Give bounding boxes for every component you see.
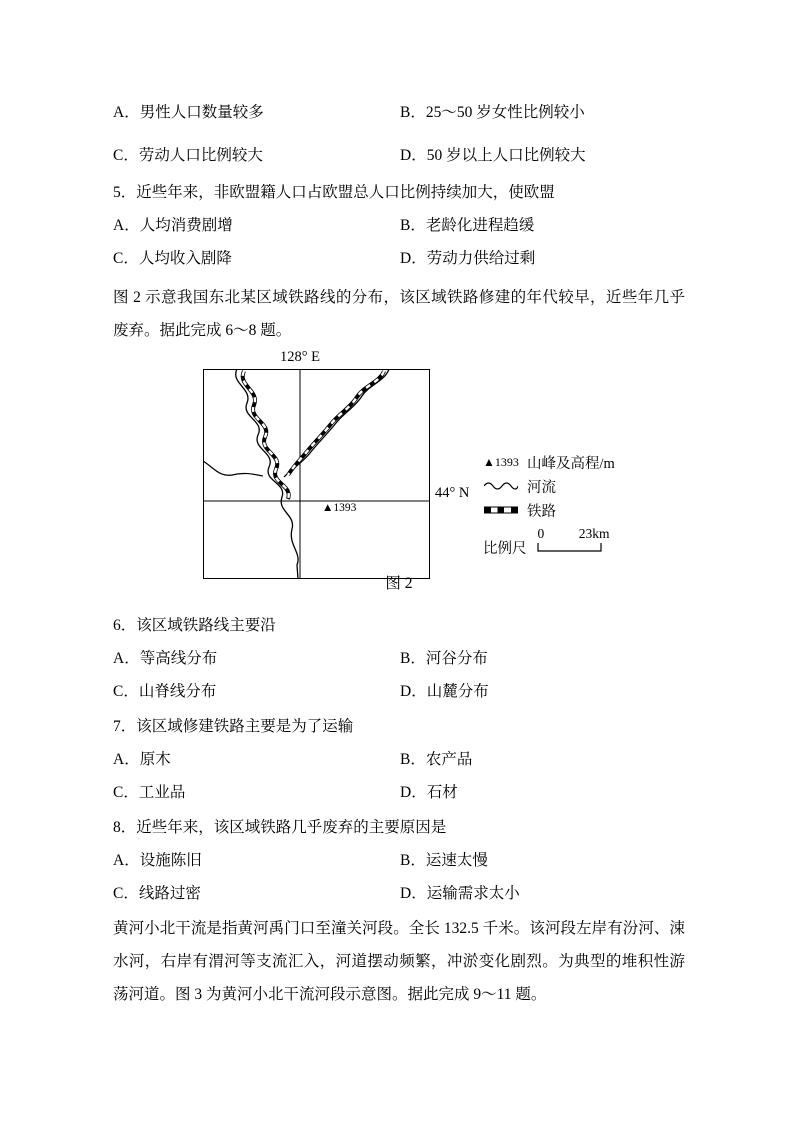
prev-question-options-ab: [113, 96, 685, 129]
option-b: B．河谷分布: [400, 650, 488, 667]
option-c: C．工业品: [113, 784, 186, 801]
option-b: B．农产品: [400, 751, 473, 768]
figure-2: [113, 349, 685, 601]
railway-icon: [483, 506, 519, 514]
legend-peak: [483, 450, 615, 474]
legend-river: [483, 474, 615, 498]
meridian-label: 128° E: [279, 349, 321, 365]
option-b: B．25～50 岁女性比例较小: [400, 104, 585, 121]
figure3-intro-paragraph: 黄河小北干流是指黄河禹门口至潼关河段。全长 132.5 千米。该河段左岸有汾河、涑水河，右岸有渭河等支流汇入，河道摆动频繁，冲淤变化剧烈。为典型的堆积性游荡河道。图 3 为黄河小北干流河段示意图。据此完成 9～11 题。: [113, 920, 685, 1003]
scale-bar-icon: [537, 542, 611, 553]
peak-label: ▲1393: [322, 502, 357, 514]
figure-2-caption: 图 2: [385, 575, 413, 592]
prev-question-options-cd: [113, 139, 685, 172]
question-8-stem: 8．近些年来，该区域铁路几乎废弃的主要原因是: [113, 819, 447, 836]
option-a: A．原木: [113, 751, 171, 768]
question-6-options-ab: [113, 642, 685, 675]
option-c: C．劳动人口比例较大: [113, 147, 263, 164]
question-7-options-ab: [113, 743, 685, 776]
page-content: [113, 96, 685, 1011]
option-c: C．人均收入剧降: [113, 250, 232, 267]
scale-end: 23km: [578, 526, 610, 541]
map-canvas: [203, 369, 430, 579]
option-d: D．运输需求太小: [400, 885, 520, 902]
legend-river-label: 河流: [527, 479, 556, 496]
question-7-stem: 7．该区域修建铁路主要是为了运输: [113, 718, 354, 735]
option-a: A．等高线分布: [113, 650, 218, 667]
question-5-options-ab: [113, 209, 685, 242]
river-icon: [483, 480, 519, 492]
option-d: D．山麓分布: [400, 683, 489, 700]
scale-label: 比例尺: [483, 541, 527, 557]
option-a: A．设施陈旧: [113, 852, 202, 869]
region-map: [203, 369, 430, 579]
option-c: C．山脊线分布: [113, 683, 217, 700]
question-8-options-cd: [113, 877, 685, 910]
option-b: B．老龄化进程趋缓: [400, 217, 535, 234]
peak-icon: ▲1393: [483, 454, 519, 469]
scale-bar: [537, 526, 611, 558]
legend-railway-label: 铁路: [527, 503, 556, 520]
figure2-intro-paragraph: 图 2 示意我国东北某区域铁路线的分布，该区域铁路修建的年代较早，近些年几乎废弃。据此完成 6～8 题。: [113, 289, 685, 339]
option-a: A．人均消费剧增: [113, 217, 233, 234]
legend-railway: [483, 498, 615, 522]
option-d: D．石材: [400, 784, 458, 801]
question-6-stem: 6．该区域铁路线主要沿: [113, 617, 276, 634]
legend-peak-label: 山峰及高程/m: [527, 455, 615, 472]
question-8-options-ab: [113, 844, 685, 877]
legend-scale: [483, 526, 615, 558]
question-6-options-cd: [113, 675, 685, 708]
question-5-stem: 5．近些年来，非欧盟籍人口占欧盟总人口比例持续加大，使欧盟: [113, 184, 555, 201]
map-legend: [483, 450, 615, 558]
option-b: B．运速太慢: [400, 852, 488, 869]
scale-start: 0: [537, 526, 545, 541]
option-c: C．线路过密: [113, 885, 201, 902]
option-d: D．50 岁以上人口比例较大: [400, 147, 586, 164]
question-5-options-cd: [113, 242, 685, 275]
parallel-label: 44° N: [435, 485, 470, 501]
question-7-options-cd: [113, 776, 685, 809]
option-a: A．男性人口数量较多: [113, 104, 264, 121]
option-d: D．劳动力供给过剩: [400, 250, 536, 267]
